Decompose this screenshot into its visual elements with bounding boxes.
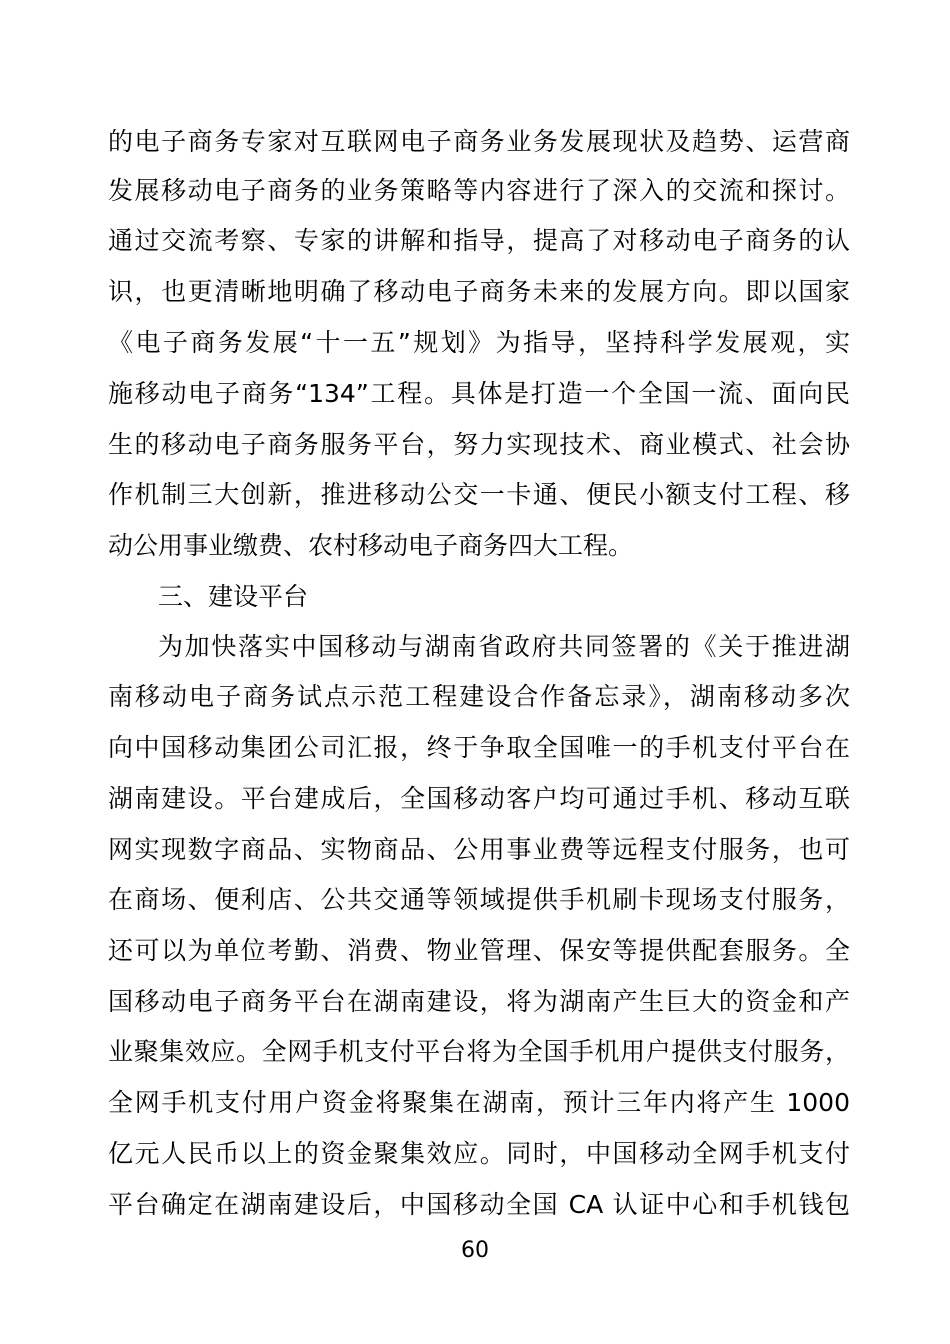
text-line-20: 全网手机支付用户资金将聚集在湖南，预计三年内将产生 1000 xyxy=(108,1088,850,1117)
section-heading: 三、建设平台 xyxy=(158,582,309,611)
text-line-7: 生的移动电子商务服务平台，努力实现技术、商业模式、社会协 xyxy=(108,430,850,459)
text-line-8: 作机制三大创新，推进移动公交一卡通、便民小额支付工程、移 xyxy=(108,480,850,509)
text-line-12: 南移动电子商务试点示范工程建设合作备忘录》，湖南移动多次 xyxy=(108,682,850,711)
text-line-16: 在商场、便利店、公共交通等领域提供手机刷卡现场支付服务， xyxy=(108,885,850,914)
paragraph-start-line: 为加快落实中国移动与湖南省政府共同签署的《关于推进湖 xyxy=(158,632,850,661)
text-line-5: 《电子商务发展“十一五”规划》为指导，坚持科学发展观，实 xyxy=(108,328,850,357)
text-line-14: 湖南建设。平台建成后，全国移动客户均可通过手机、移动互联 xyxy=(108,784,850,813)
text-line-1: 的电子商务专家对互联网电子商务业务发展现状及趋势、运营商 xyxy=(108,127,850,156)
text-line-3: 通过交流考察、专家的讲解和指导，提高了对移动电子商务的认 xyxy=(108,226,850,255)
text-line-15: 网实现数字商品、实物商品、公用事业费等远程支付服务，也可 xyxy=(108,835,850,864)
text-line-22: 平台确定在湖南建设后，中国移动全国 CA 认证中心和手机钱包 xyxy=(108,1190,850,1219)
text-line-13: 向中国移动集团公司汇报，终于争取全国唯一的手机支付平台在 xyxy=(108,733,850,762)
text-line-21: 亿元人民币以上的资金聚集效应。同时，中国移动全网手机支付 xyxy=(108,1139,850,1168)
text-line-9: 动公用事业缴费、农村移动电子商务四大工程。 xyxy=(108,531,634,560)
text-line-4: 识，也更清晰地明确了移动电子商务未来的发展方向。即以国家 xyxy=(108,277,850,306)
text-line-6: 施移动电子商务“134”工程。具体是打造一个全国一流、面向民 xyxy=(108,379,850,408)
text-line-19: 业聚集效应。全网手机支付平台将为全国手机用户提供支付服务， xyxy=(108,1037,850,1066)
text-line-17: 还可以为单位考勤、消费、物业管理、保安等提供配套服务。全 xyxy=(108,936,850,965)
text-line-2: 发展移动电子商务的业务策略等内容进行了深入的交流和探讨。 xyxy=(108,176,850,205)
page-number: 60 xyxy=(461,1238,489,1263)
text-line-18: 国移动电子商务平台在湖南建设，将为湖南产生巨大的资金和产 xyxy=(108,987,850,1016)
